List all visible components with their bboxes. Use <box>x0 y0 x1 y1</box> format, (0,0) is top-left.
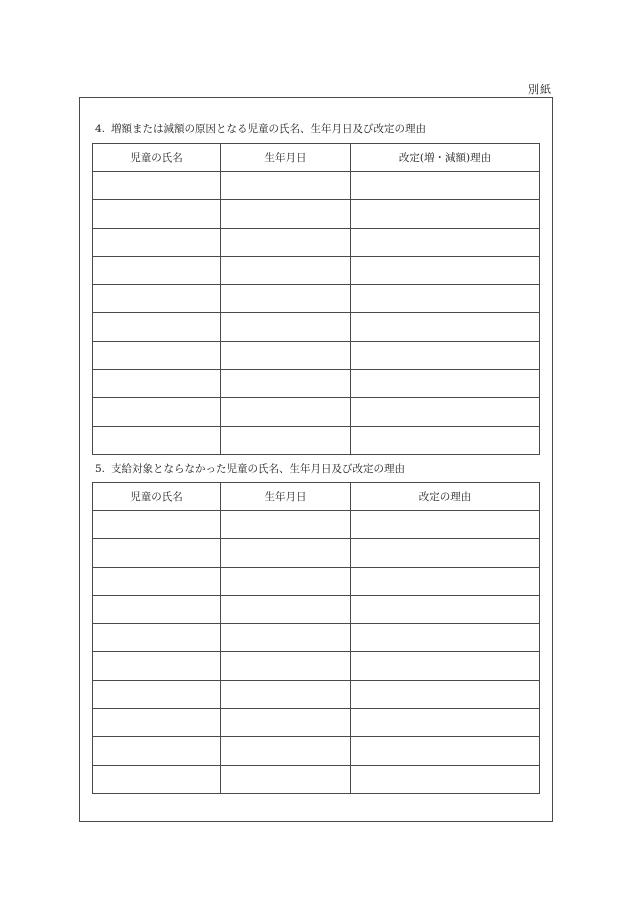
reason-cell[interactable] <box>351 172 540 200</box>
child-name-cell[interactable] <box>93 709 221 737</box>
reason-cell[interactable] <box>351 567 540 595</box>
reason-cell[interactable] <box>351 765 540 793</box>
child-name-cell[interactable] <box>93 398 221 426</box>
header-birthdate: 生年月日 <box>221 144 351 172</box>
child-name-cell[interactable] <box>93 426 221 454</box>
table-row <box>93 370 540 398</box>
birthdate-cell[interactable] <box>221 285 351 313</box>
section-4-title: 増額または減額の原因となる児童の氏名、生年月日及び改定の理由 <box>111 123 427 135</box>
table-row <box>93 624 540 652</box>
section-5-heading <box>95 461 405 476</box>
birthdate-cell[interactable] <box>221 624 351 652</box>
section-5-table <box>92 482 540 794</box>
child-name-cell[interactable] <box>93 313 221 341</box>
section-5-title: 支給対象とならなかった児童の氏名、生年月日及び改定の理由 <box>111 463 406 475</box>
birthdate-cell[interactable] <box>221 652 351 680</box>
reason-cell[interactable] <box>351 398 540 426</box>
section-5-rows <box>93 511 540 794</box>
table-row <box>93 313 540 341</box>
table-row <box>93 737 540 765</box>
child-name-cell[interactable] <box>93 595 221 623</box>
header-birthdate: 生年月日 <box>221 483 351 511</box>
table-row <box>93 652 540 680</box>
reason-cell[interactable] <box>351 256 540 284</box>
section-4-table <box>92 143 540 455</box>
birthdate-cell[interactable] <box>221 539 351 567</box>
birthdate-cell[interactable] <box>221 765 351 793</box>
child-name-cell[interactable] <box>93 285 221 313</box>
child-name-cell[interactable] <box>93 539 221 567</box>
birthdate-cell[interactable] <box>221 511 351 539</box>
header-revision-reason: 改定(増・減額)理由 <box>351 144 540 172</box>
table-row <box>93 511 540 539</box>
table-row <box>93 398 540 426</box>
reason-cell[interactable] <box>351 426 540 454</box>
birthdate-cell[interactable] <box>221 228 351 256</box>
section-5-number: 5. <box>95 463 106 475</box>
child-name-cell[interactable] <box>93 765 221 793</box>
header-child-name: 児童の氏名 <box>93 483 221 511</box>
table-row <box>93 595 540 623</box>
child-name-cell[interactable] <box>93 680 221 708</box>
birthdate-cell[interactable] <box>221 172 351 200</box>
reason-cell[interactable] <box>351 709 540 737</box>
attachment-label: 別紙 <box>528 83 552 96</box>
header-revision-reason: 改定の理由 <box>351 483 540 511</box>
birthdate-cell[interactable] <box>221 709 351 737</box>
table-row <box>93 228 540 256</box>
table-row <box>93 680 540 708</box>
section-4-number: 4. <box>95 123 106 135</box>
child-name-cell[interactable] <box>93 370 221 398</box>
child-name-cell[interactable] <box>93 172 221 200</box>
table-row <box>93 709 540 737</box>
child-name-cell[interactable] <box>93 511 221 539</box>
reason-cell[interactable] <box>351 200 540 228</box>
reason-cell[interactable] <box>351 595 540 623</box>
birthdate-cell[interactable] <box>221 398 351 426</box>
reason-cell[interactable] <box>351 624 540 652</box>
reason-cell[interactable] <box>351 539 540 567</box>
section-4-rows <box>93 172 540 455</box>
table-row <box>93 426 540 454</box>
child-name-cell[interactable] <box>93 737 221 765</box>
child-name-cell[interactable] <box>93 624 221 652</box>
reason-cell[interactable] <box>351 285 540 313</box>
table-row <box>93 172 540 200</box>
child-name-cell[interactable] <box>93 567 221 595</box>
reason-cell[interactable] <box>351 737 540 765</box>
header-child-name: 児童の氏名 <box>93 144 221 172</box>
table-header-row <box>93 144 540 172</box>
table-row <box>93 567 540 595</box>
table-row <box>93 200 540 228</box>
birthdate-cell[interactable] <box>221 200 351 228</box>
table-row <box>93 285 540 313</box>
table-row <box>93 765 540 793</box>
table-row <box>93 256 540 284</box>
birthdate-cell[interactable] <box>221 256 351 284</box>
birthdate-cell[interactable] <box>221 313 351 341</box>
reason-cell[interactable] <box>351 511 540 539</box>
table-row <box>93 341 540 369</box>
reason-cell[interactable] <box>351 680 540 708</box>
birthdate-cell[interactable] <box>221 426 351 454</box>
table-header-row <box>93 483 540 511</box>
birthdate-cell[interactable] <box>221 680 351 708</box>
reason-cell[interactable] <box>351 370 540 398</box>
table-row <box>93 539 540 567</box>
birthdate-cell[interactable] <box>221 737 351 765</box>
birthdate-cell[interactable] <box>221 567 351 595</box>
child-name-cell[interactable] <box>93 256 221 284</box>
child-name-cell[interactable] <box>93 200 221 228</box>
reason-cell[interactable] <box>351 341 540 369</box>
child-name-cell[interactable] <box>93 341 221 369</box>
reason-cell[interactable] <box>351 313 540 341</box>
birthdate-cell[interactable] <box>221 370 351 398</box>
child-name-cell[interactable] <box>93 228 221 256</box>
reason-cell[interactable] <box>351 228 540 256</box>
child-name-cell[interactable] <box>93 652 221 680</box>
reason-cell[interactable] <box>351 652 540 680</box>
section-4-heading <box>95 121 426 136</box>
birthdate-cell[interactable] <box>221 595 351 623</box>
birthdate-cell[interactable] <box>221 341 351 369</box>
